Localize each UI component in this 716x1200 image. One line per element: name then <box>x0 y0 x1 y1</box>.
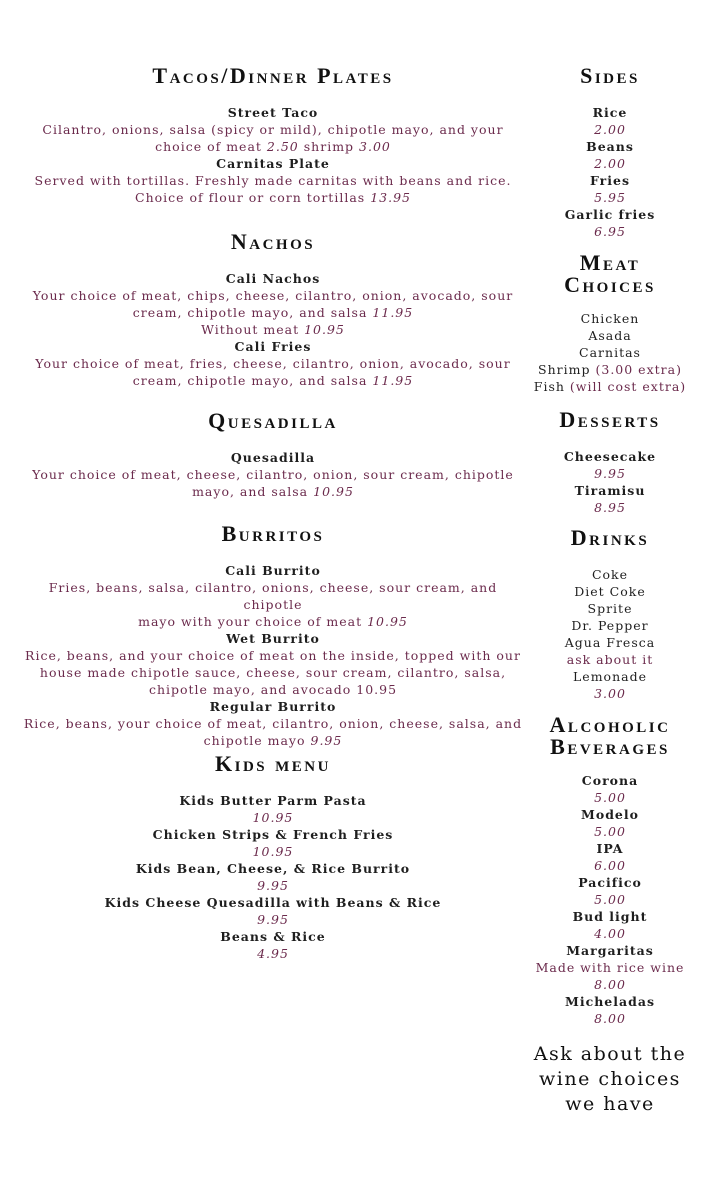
drink-note: ask about it <box>566 652 654 667</box>
menu-item-name: Garlic fries <box>564 207 656 222</box>
menu-item-desc <box>18 681 528 698</box>
drink-item: Agua Fresca <box>564 635 656 650</box>
menu-item-name: Margaritas <box>566 943 654 958</box>
menu-item-name: Fries <box>590 173 630 188</box>
section-title: Sides <box>580 63 640 88</box>
section-title: Burritos <box>221 521 325 546</box>
price: 11.95 <box>372 373 414 388</box>
menu-item-name: Kids Cheese Quesadilla with Beans & Rice <box>104 895 442 910</box>
desc-text: chipotle mayo <box>203 733 306 748</box>
section-tacos <box>18 62 528 206</box>
menu-item-name: Micheladas <box>565 994 655 1009</box>
meat-name: Fish <box>533 379 565 394</box>
section-title: Kids menu <box>215 751 331 776</box>
menu-item-name: Cheesecake <box>563 449 657 464</box>
menu-item-desc <box>18 732 528 749</box>
desc-text: cream, chipotle mayo, and salsa <box>132 373 368 388</box>
price: 13.95 <box>370 190 411 205</box>
section-kids-menu <box>18 750 528 962</box>
drink-item: Dr. Pepper <box>571 618 649 633</box>
menu-item-desc <box>18 321 528 338</box>
price: 4.00 <box>594 926 626 941</box>
price: 5.00 <box>594 892 626 907</box>
menu-item-name: Regular Burrito <box>209 699 337 714</box>
price: 2.50 <box>266 139 299 154</box>
menu-item-name: Kids Bean, Cheese, & Rice Burrito <box>135 861 411 876</box>
section-title: Quesadilla <box>208 408 338 433</box>
price: 9.95 <box>594 466 626 481</box>
menu-item-desc: Your choice of meat, fries, cheese, cilantro, onion, avocado, sour <box>35 356 511 371</box>
price: 5.95 <box>594 190 626 205</box>
price: 10.95 <box>367 614 408 629</box>
price: 3.00 <box>594 686 626 701</box>
price: 8.00 <box>594 1011 626 1026</box>
menu-item-name: Quesadilla <box>230 450 316 465</box>
desc-text: Without meat <box>201 322 300 337</box>
menu-item-desc: house made chipotle sauce, cheese, sour cream, cilantro, salsa, <box>39 665 507 680</box>
meat-note: (3.00 extra) <box>595 362 682 377</box>
menu-item-desc: Your choice of meat, cheese, cilantro, onion, sour cream, chipotle <box>32 467 514 482</box>
menu-item-name: Pacifico <box>578 875 642 890</box>
meat-option <box>512 378 708 395</box>
price: 5.00 <box>594 824 626 839</box>
menu-item-desc <box>18 483 528 500</box>
price: 8.95 <box>594 500 626 515</box>
menu-item-name: Cali Nachos <box>225 271 321 286</box>
menu-item-name: IPA <box>596 841 624 856</box>
menu-item-name: Corona <box>581 773 639 788</box>
price: 11.95 <box>372 305 414 320</box>
menu-item-name: Cali Fries <box>234 339 312 354</box>
section-title: Choices <box>564 272 656 297</box>
item-note: Made with rice wine <box>535 960 685 975</box>
section-title: Tacos/Dinner Plates <box>152 63 394 88</box>
menu-item-name: Modelo <box>581 807 639 822</box>
meat-option: Chicken <box>580 311 640 326</box>
section-drinks <box>512 524 708 702</box>
menu-item-desc <box>18 138 528 155</box>
section-title: Drinks <box>570 525 650 550</box>
price: 10.95 <box>356 682 398 697</box>
menu-item-desc <box>18 613 528 630</box>
price: 10.95 <box>252 844 294 859</box>
menu-item-name: Chicken Strips & French Fries <box>152 827 394 842</box>
price: 10.95 <box>252 810 294 825</box>
wine-choices-note <box>512 1042 708 1117</box>
section-desserts <box>512 406 708 516</box>
section-meat-choices <box>512 252 708 395</box>
section-title: Desserts <box>559 407 661 432</box>
menu-item-name: Street Taco <box>227 105 319 120</box>
menu-item-desc: Fries, beans, salsa, cilantro, onions, cheese, sour cream, and chipotle <box>48 580 498 612</box>
menu-item-desc <box>18 189 528 206</box>
meat-note: (will cost extra) <box>569 379 687 394</box>
price: 6.95 <box>594 224 626 239</box>
desc-text: mayo with your choice of meat <box>138 614 363 629</box>
desc-text: Choice of flour or corn tortillas <box>135 190 366 205</box>
section-title: Beverages <box>550 734 670 759</box>
menu-item-name: Bud light <box>572 909 648 924</box>
menu-item-name: Cali Burrito <box>225 563 321 578</box>
menu-item-name: Rice <box>592 105 628 120</box>
price: 8.00 <box>594 977 626 992</box>
price: 2.00 <box>594 156 626 171</box>
meat-option: Asada <box>588 328 632 343</box>
section-burritos <box>18 520 528 749</box>
menu-item-name: Wet Burrito <box>226 631 320 646</box>
menu-item-name: Tiramisu <box>574 483 646 498</box>
price: 9.95 <box>257 878 289 893</box>
desc-text: chipotle mayo, and avocado <box>148 682 352 697</box>
desc-text: mayo, and salsa <box>192 484 309 499</box>
price: 9.95 <box>257 912 289 927</box>
menu-item-name: Beans & Rice <box>220 929 326 944</box>
menu-item-desc: Served with tortillas. Freshly made carnitas with beans and rice. <box>34 173 512 188</box>
desc-text: shrimp <box>303 139 355 154</box>
drink-item: Diet Coke <box>574 584 646 599</box>
price: 3.00 <box>359 139 391 154</box>
drink-item: Lemonade <box>573 669 647 684</box>
section-sides <box>512 62 708 240</box>
wine-note-line: wine choices <box>539 1068 681 1090</box>
section-quesadilla <box>18 407 528 500</box>
menu-item-name: Beans <box>586 139 634 154</box>
desc-text: choice of meat <box>155 139 262 154</box>
section-alcoholic-beverages <box>512 714 708 1027</box>
meat-name: Shrimp <box>538 362 591 377</box>
menu-item-desc: Rice, beans, your choice of meat, cilantro, onion, cheese, salsa, and <box>23 716 523 731</box>
menu-item-desc: Your choice of meat, chips, cheese, cilantro, onion, avocado, sour <box>32 288 514 303</box>
menu-item-desc <box>18 304 528 321</box>
menu-item-desc <box>18 372 528 389</box>
price: 2.00 <box>594 122 626 137</box>
meat-option: Carnitas <box>579 345 641 360</box>
desc-text: cream, chipotle mayo, and salsa <box>132 305 368 320</box>
meat-option <box>512 361 708 378</box>
section-title: Nachos <box>230 229 316 254</box>
wine-note-line: we have <box>565 1093 655 1115</box>
drink-item: Sprite <box>587 601 633 616</box>
wine-note-line: Ask about the <box>533 1043 687 1065</box>
menu-item-name: Kids Butter Parm Pasta <box>179 793 367 808</box>
drink-item: Coke <box>591 567 629 582</box>
section-title: Alcoholic <box>549 712 671 737</box>
price: 6.00 <box>594 858 626 873</box>
section-nachos <box>18 228 528 389</box>
menu-item-name: Carnitas Plate <box>216 156 330 171</box>
menu-item-desc: Cilantro, onions, salsa (spicy or mild), chipotle mayo, and your <box>42 122 504 137</box>
price: 10.95 <box>304 322 345 337</box>
menu-item-desc: Rice, beans, and your choice of meat on the inside, topped with our <box>25 648 521 663</box>
price: 5.00 <box>594 790 626 805</box>
price: 9.95 <box>310 733 343 748</box>
price: 4.95 <box>257 946 289 961</box>
section-title: Meat <box>579 250 641 275</box>
price: 10.95 <box>313 484 354 499</box>
